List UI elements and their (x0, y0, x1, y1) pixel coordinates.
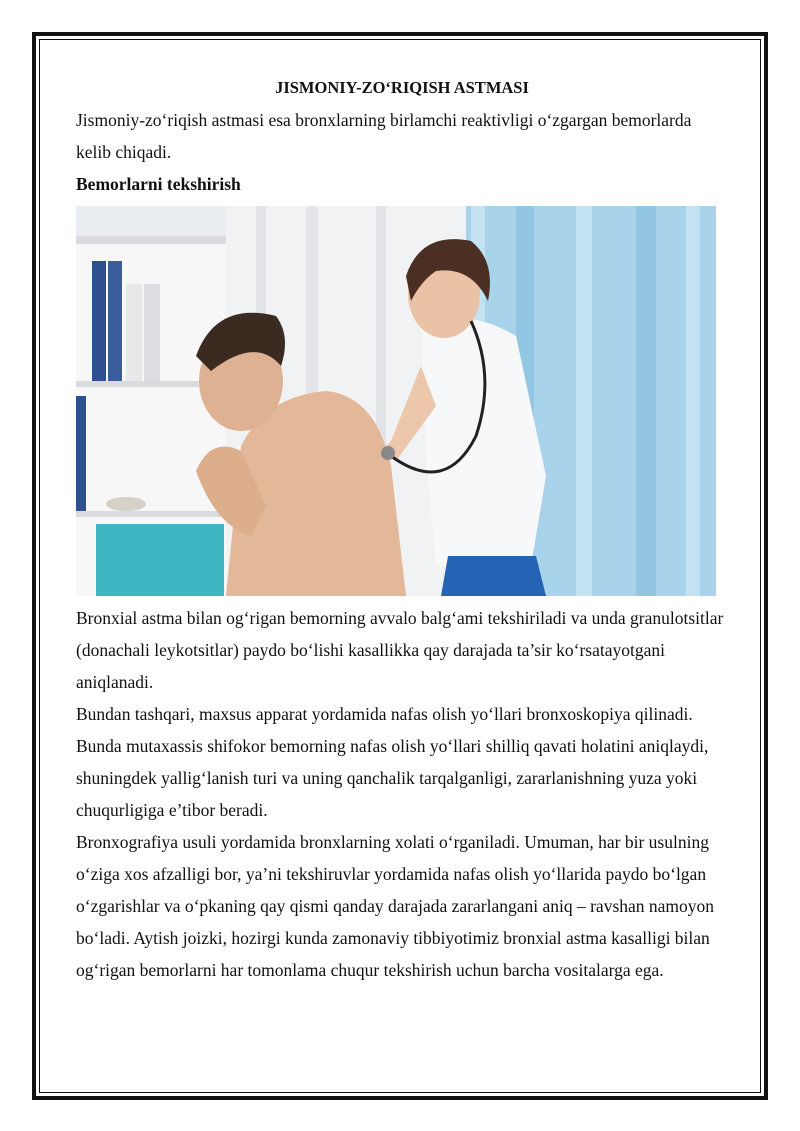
paragraph-2: Bundan tashqari, maxsus apparat yordamida nafas olish yo‘llari bronxoskopiya qilinadi. Bunda mutaxassis shifokor bemorning nafas olish yo‘llari shilliq qavati holatini aniqlaydi, shuningdek yallig‘lanish turi va uning qanchalik tarqalganligi, zararlanishning yuza yoki chuqurligiga e’tibor beradi. (76, 704, 709, 820)
paragraph-1: Bronxial astma bilan og‘rigan bemorning avvalo balg‘ami tekshiriladi va unda granulotsitlar (donachali leykotsitlar) paydo bo‘lishi kasallikka qay darajada ta’sir ko‘rsatayotgani aniqlanadi. (76, 608, 724, 692)
doctor-examining-patient-photo (76, 206, 716, 596)
document-body (76, 72, 728, 986)
paragraph-3: Bronxografiya usuli yordamida bronxlarning xolati o‘rganiladi. Umuman, har bir usulning o‘ziga xos afzalligi bor, ya’ni tekshiruvlar yordamida nafas olish yo‘llarida paydo bo‘lgan o‘zgarishlar va o‘pkaning qay qismi qanday darajada zararlangani aniq – ravshan namoyon bo‘ladi. Aytish joizki, hozirgi kunda zamonaviy tibbiyotimiz bronxial astma kasalligi bilan og‘rigan bemorlarni har tomonlama chuqur tekshirish uchun barcha vositalarga ega. (76, 832, 715, 980)
page-title: JISMONIY-ZO‘RIQISH ASTMASI (275, 78, 529, 97)
intro-paragraph: Jismoniy-zo‘riqish astmasi esa bronxlarning birlamchi reaktivligi o‘zgargan bemorlarda kelib chiqadi. (76, 110, 692, 162)
section-heading: Bemorlarni tekshirish (76, 174, 241, 194)
